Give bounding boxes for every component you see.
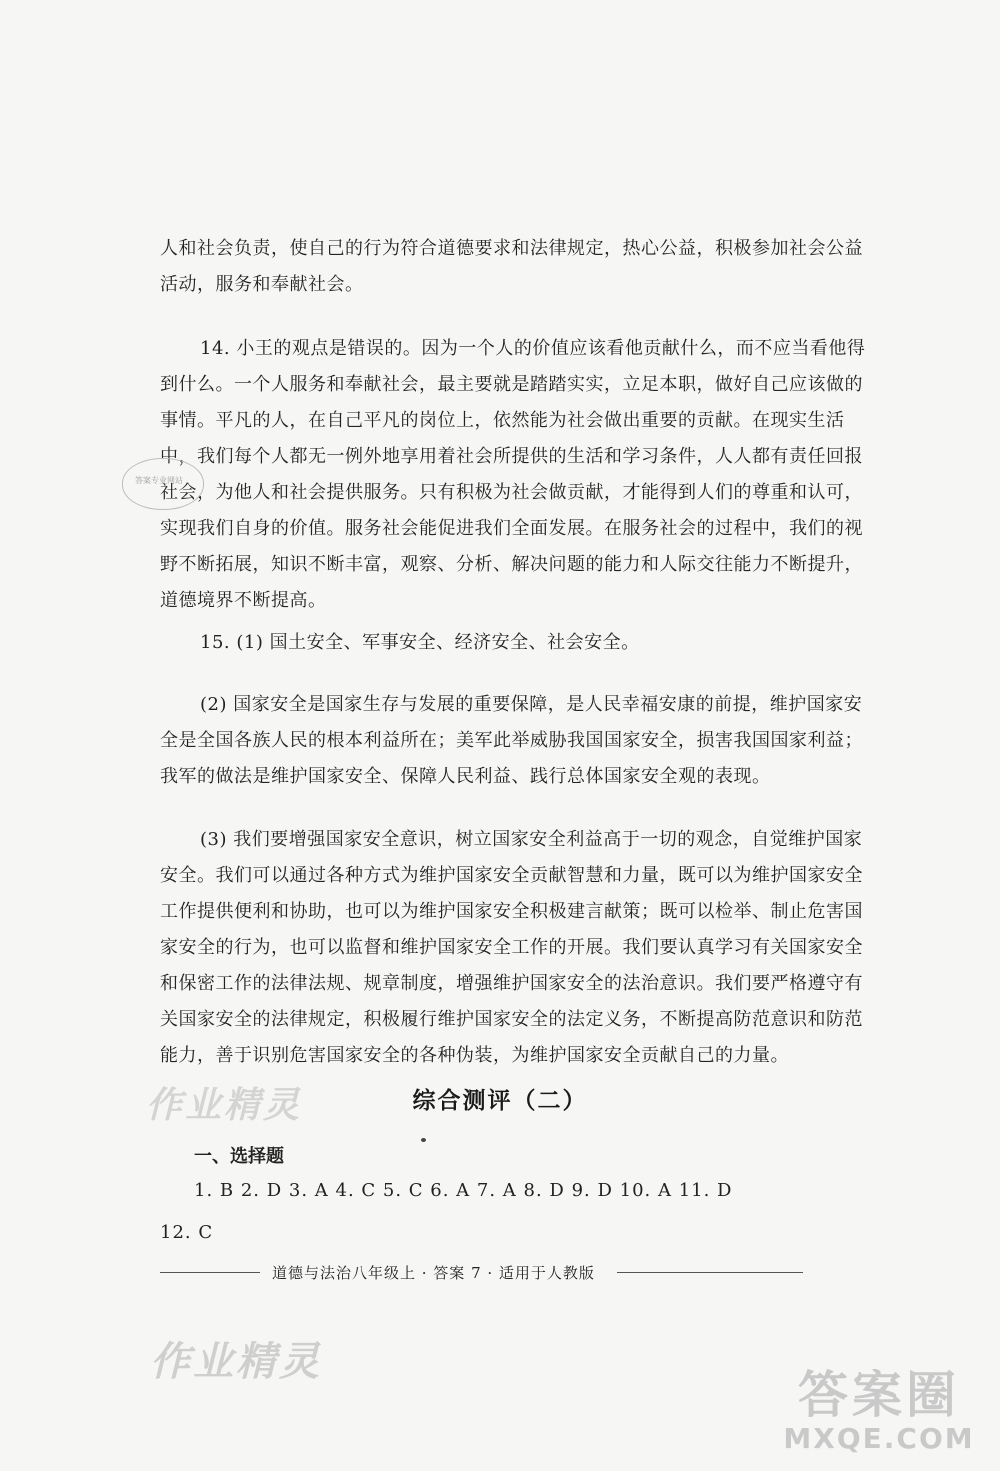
body-line: 社会，为他人和社会提供服务。只有积极为社会做贡献，才能得到人们的尊重和认可， [160,482,863,503]
body-line: 家安全的行为，也可以监督和维护国家安全工作的开展。我们要认真学习有关国家安全 [160,937,863,958]
footer-rule-left [160,1272,260,1273]
body-line: 实现我们自身的价值。服务社会能促进我们全面发展。在服务社会的过程中，我们的视 [160,518,863,539]
body-line: 和保密工作的法律法规、规章制度，增强维护国家安全的法治意识。我们要严格遵守有 [160,973,863,994]
body-line: 道德境界不断提高。 [160,590,327,611]
body-line: (3) 我们要增强国家安全意识，树立国家安全利益高于一切的观念，自觉维护国家 [200,829,863,850]
answer-key-line: 12. C [160,1222,214,1243]
stamp-mark [122,458,204,510]
body-line: 能力，善于识别危害国家安全的各种伪装，为维护国家安全贡献自己的力量。 [160,1045,789,1066]
body-line: 14. 小王的观点是错误的。因为一个人的价值应该看他贡献什么，而不应当看他得 [200,338,866,359]
body-line: 野不断拓展，知识不断丰富，观察、分析、解决问题的能力和人际交往能力不断提升， [160,554,863,575]
body-line: 我军的做法是维护国家安全、保障人民利益、践行总体国家安全观的表现。 [160,766,771,787]
body-line: 事情。平凡的人，在自己平凡的岗位上，依然能为社会做出重要的贡献。在现实生活 [160,410,845,431]
answer-key-line: 1. B 2. D 3. A 4. C 5. C 6. A 7. A 8. D 9. D 10. A 11. D [194,1180,733,1201]
watermark-top: 作业精灵 [146,1085,303,1126]
stamp-text: 答案专业网站 [135,476,183,485]
body-line: 到什么。一个人服务和奉献社会，最主要就是踏踏实实，立足本职，做好自己应该做的 [160,374,863,395]
brand-url: MXQE.COM [783,1422,975,1455]
watermark-bottom: 作业精灵 [150,1339,322,1385]
body-line: 活动，服务和奉献社会。 [160,274,364,295]
footer-rule-right [617,1272,803,1273]
page-footer [160,1262,803,1282]
brand-logo-text: 答案圈 [798,1366,960,1424]
section-title: 综合测评（二） [412,1087,588,1114]
body-line: 关国家安全的法律规定，积极履行维护国家安全的法定义务，不断提高防范意识和防范 [160,1009,863,1030]
ink-dot [421,1138,426,1142]
body-line: 全是全国各族人民的根本利益所在；美军此举威胁我国国家安全，损害我国国家利益； [160,730,863,751]
sub-title: 一、选择题 [194,1146,284,1167]
brand-watermark [764,1366,994,1461]
body-line: 人和社会负责，使自己的行为符合道德要求和法律规定，热心公益，积极参加社会公益 [160,238,863,259]
body-line: 安全。我们可以通过各种方式为维护国家安全贡献智慧和力量，既可以为维护国家安全 [160,865,863,886]
body-line: 工作提供便利和协助，也可以为维护国家安全积极建言献策；既可以检举、制止危害国 [160,901,863,922]
body-line: (2) 国家安全是国家生存与发展的重要保障，是人民幸福安康的前提，维护国家安 [200,694,863,715]
body-line: 中，我们每个人都无一例外地享用着社会所提供的生活和学习条件，人人都有责任回报 [160,446,863,467]
footer-text: 道德与法治八年级上 · 答案 7 · 适用于人教版 [272,1264,595,1282]
body-line: 15. (1) 国土安全、军事安全、经济安全、社会安全。 [200,632,640,653]
